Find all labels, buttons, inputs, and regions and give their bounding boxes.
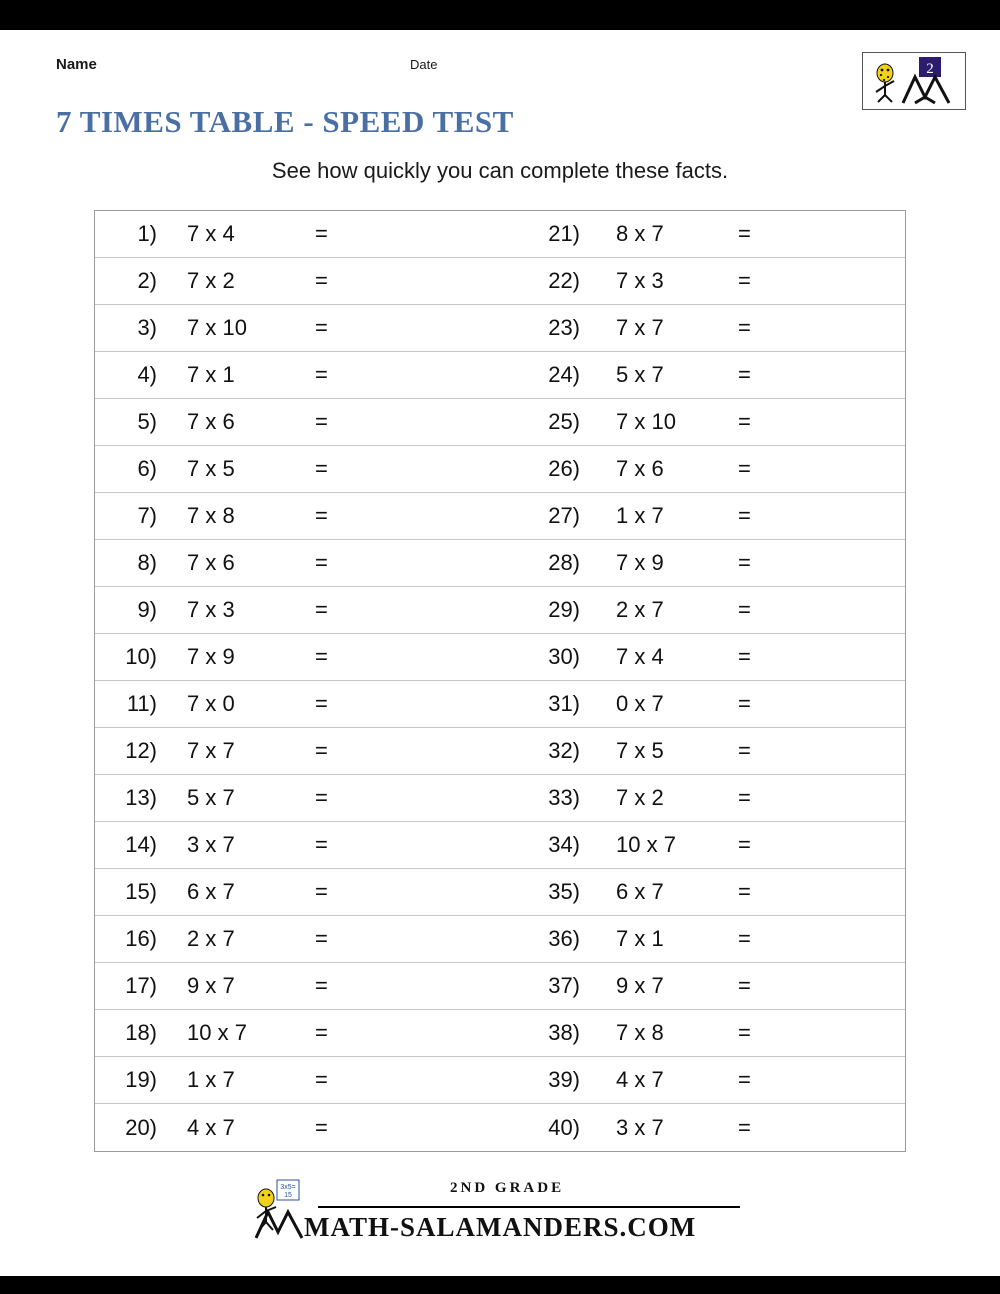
question-number: 10) bbox=[125, 644, 157, 669]
question-fact: 9 x 7 bbox=[616, 973, 664, 998]
question-number: 35) bbox=[548, 879, 580, 904]
question-number: 39) bbox=[548, 1067, 580, 1092]
equals-sign: = bbox=[315, 1114, 328, 1140]
question-cell bbox=[95, 258, 500, 304]
question-number: 30) bbox=[548, 644, 580, 669]
question-cell bbox=[95, 681, 500, 727]
equals-sign: = bbox=[315, 597, 328, 622]
equals-sign: = bbox=[738, 1020, 751, 1045]
question-fact: 4 x 7 bbox=[187, 1114, 235, 1140]
question-number: 3) bbox=[137, 315, 157, 340]
question-cell bbox=[95, 728, 500, 774]
table-row bbox=[95, 775, 905, 822]
question-fact: 1 x 7 bbox=[616, 503, 664, 528]
table-row bbox=[95, 916, 905, 963]
question-number: 36) bbox=[548, 926, 580, 951]
name-label: Name bbox=[56, 56, 97, 73]
question-fact: 2 x 7 bbox=[616, 597, 664, 622]
equals-sign: = bbox=[738, 973, 751, 998]
page-top-border bbox=[0, 0, 1000, 30]
equation-bottom: 15 bbox=[284, 1192, 292, 1199]
question-fact: 7 x 2 bbox=[616, 785, 664, 810]
question-cell bbox=[500, 258, 905, 304]
salamander-icon bbox=[876, 64, 894, 102]
question-fact: 1 x 7 bbox=[187, 1067, 235, 1092]
question-cell bbox=[500, 681, 905, 727]
question-number: 9) bbox=[137, 597, 157, 622]
question-fact: 7 x 3 bbox=[187, 597, 235, 622]
question-number: 38) bbox=[548, 1020, 580, 1045]
question-number: 34) bbox=[548, 832, 580, 857]
question-fact: 10 x 7 bbox=[187, 1020, 247, 1045]
question-number: 25) bbox=[548, 409, 580, 434]
question-fact: 7 x 6 bbox=[187, 409, 235, 434]
question-fact: 7 x 9 bbox=[616, 550, 664, 575]
question-cell bbox=[95, 916, 500, 962]
table-row bbox=[95, 728, 905, 775]
question-fact: 7 x 8 bbox=[187, 503, 235, 528]
question-cell bbox=[500, 446, 905, 492]
equals-sign: = bbox=[738, 597, 751, 622]
equals-sign: = bbox=[315, 973, 328, 998]
question-fact: 7 x 7 bbox=[616, 315, 664, 340]
equals-sign: = bbox=[738, 1067, 751, 1092]
question-fact: 4 x 7 bbox=[616, 1067, 664, 1092]
page-title: 7 TIMES TABLE - SPEED TEST bbox=[56, 104, 514, 139]
equals-sign: = bbox=[738, 550, 751, 575]
question-number: 13) bbox=[125, 785, 157, 810]
question-fact: 7 x 9 bbox=[187, 644, 235, 669]
date-label: Date bbox=[410, 57, 438, 72]
question-number: 4) bbox=[137, 362, 157, 387]
equals-sign: = bbox=[315, 409, 328, 434]
question-cell bbox=[500, 728, 905, 774]
question-number: 22) bbox=[548, 268, 580, 293]
question-number: 26) bbox=[548, 456, 580, 481]
question-fact: 9 x 7 bbox=[187, 973, 235, 998]
question-fact: 0 x 7 bbox=[616, 691, 664, 716]
question-number: 33) bbox=[548, 785, 580, 810]
question-number: 24) bbox=[548, 362, 580, 387]
question-cell bbox=[500, 869, 905, 915]
question-cell bbox=[500, 352, 905, 398]
question-number: 29) bbox=[548, 597, 580, 622]
question-fact: 7 x 2 bbox=[187, 268, 235, 293]
question-number: 40) bbox=[548, 1114, 580, 1140]
question-fact: 7 x 7 bbox=[187, 738, 235, 763]
question-number: 14) bbox=[125, 832, 157, 857]
question-fact: 7 x 10 bbox=[187, 315, 247, 340]
question-number: 18) bbox=[125, 1020, 157, 1045]
question-fact: 5 x 7 bbox=[616, 362, 664, 387]
question-cell bbox=[500, 916, 905, 962]
question-cell bbox=[95, 540, 500, 586]
table-row bbox=[95, 822, 905, 869]
page-subtitle bbox=[0, 158, 1000, 184]
question-cell bbox=[500, 540, 905, 586]
question-cell bbox=[95, 963, 500, 1009]
equals-sign: = bbox=[315, 1020, 328, 1045]
equals-sign: = bbox=[738, 221, 751, 246]
question-fact: 7 x 8 bbox=[616, 1020, 664, 1045]
question-cell bbox=[95, 634, 500, 680]
footer-divider bbox=[318, 1206, 740, 1208]
question-number: 1) bbox=[137, 221, 157, 246]
table-row bbox=[95, 540, 905, 587]
equals-sign: = bbox=[738, 926, 751, 951]
equals-sign: = bbox=[738, 785, 751, 810]
logo-badge bbox=[862, 52, 966, 110]
question-cell bbox=[500, 211, 905, 257]
question-fact: 7 x 5 bbox=[616, 738, 664, 763]
question-cell bbox=[500, 493, 905, 539]
equals-sign: = bbox=[738, 456, 751, 481]
table-row bbox=[95, 1010, 905, 1057]
table-row bbox=[95, 352, 905, 399]
equals-sign: = bbox=[315, 268, 328, 293]
question-cell bbox=[500, 1057, 905, 1103]
equals-sign: = bbox=[738, 879, 751, 904]
question-number: 5) bbox=[137, 409, 157, 434]
equals-sign: = bbox=[315, 691, 328, 716]
equals-sign: = bbox=[738, 691, 751, 716]
table-row bbox=[95, 1057, 905, 1104]
question-number: 15) bbox=[125, 879, 157, 904]
equals-sign: = bbox=[315, 926, 328, 951]
question-number: 37) bbox=[548, 973, 580, 998]
question-number: 11) bbox=[126, 691, 157, 716]
question-fact: 7 x 6 bbox=[187, 550, 235, 575]
question-fact: 7 x 3 bbox=[616, 268, 664, 293]
table-row bbox=[95, 1104, 905, 1151]
question-fact: 7 x 1 bbox=[187, 362, 235, 387]
question-fact: 7 x 4 bbox=[616, 644, 664, 669]
question-cell bbox=[500, 1010, 905, 1056]
equals-sign: = bbox=[738, 503, 751, 528]
question-fact: 7 x 1 bbox=[616, 926, 664, 951]
equals-sign: = bbox=[315, 785, 328, 810]
equals-sign: = bbox=[315, 503, 328, 528]
table-row bbox=[95, 681, 905, 728]
table-row bbox=[95, 399, 905, 446]
question-number: 27) bbox=[548, 503, 580, 528]
equals-sign: = bbox=[315, 221, 328, 246]
question-number: 23) bbox=[548, 315, 580, 340]
m-logo bbox=[256, 1212, 302, 1238]
equals-sign: = bbox=[315, 456, 328, 481]
question-fact: 10 x 7 bbox=[616, 832, 676, 857]
question-cell bbox=[500, 1104, 905, 1151]
equals-sign: = bbox=[315, 879, 328, 904]
question-cell bbox=[95, 352, 500, 398]
table-row bbox=[95, 211, 905, 258]
question-cell bbox=[95, 1104, 500, 1151]
question-fact: 6 x 7 bbox=[616, 879, 664, 904]
equals-sign: = bbox=[738, 315, 751, 340]
footer-grade: 2ND GRADE bbox=[450, 1180, 565, 1196]
question-fact: 2 x 7 bbox=[187, 926, 235, 951]
page-bottom-border bbox=[0, 1276, 1000, 1294]
subtitle-text: See how quickly you can complete these facts. bbox=[271, 158, 729, 183]
equals-sign: = bbox=[315, 362, 328, 387]
question-number: 6) bbox=[137, 456, 157, 481]
question-cell bbox=[95, 587, 500, 633]
question-cell bbox=[500, 305, 905, 351]
question-cell bbox=[95, 775, 500, 821]
question-fact: 7 x 5 bbox=[187, 456, 235, 481]
equals-sign: = bbox=[738, 832, 751, 857]
question-number: 21) bbox=[548, 221, 580, 246]
question-cell bbox=[95, 211, 500, 257]
equals-sign: = bbox=[315, 550, 328, 575]
question-cell bbox=[500, 963, 905, 1009]
question-cell bbox=[95, 1057, 500, 1103]
question-cell bbox=[500, 775, 905, 821]
question-number: 2) bbox=[137, 268, 157, 293]
questions-table bbox=[94, 210, 906, 1152]
question-cell bbox=[95, 446, 500, 492]
question-cell bbox=[95, 399, 500, 445]
question-fact: 7 x 10 bbox=[616, 409, 676, 434]
question-number: 28) bbox=[548, 550, 580, 575]
question-number: 31) bbox=[548, 691, 580, 716]
header bbox=[0, 56, 1000, 86]
equals-sign: = bbox=[738, 362, 751, 387]
table-row bbox=[95, 446, 905, 493]
equals-sign: = bbox=[315, 644, 328, 669]
question-number: 19) bbox=[125, 1067, 157, 1092]
equals-sign: = bbox=[315, 832, 328, 857]
equals-sign: = bbox=[315, 738, 328, 763]
question-number: 12) bbox=[125, 738, 157, 763]
question-fact: 8 x 7 bbox=[616, 221, 664, 246]
question-cell bbox=[95, 1010, 500, 1056]
equals-sign: = bbox=[315, 315, 328, 340]
footer-site: MATH-SALAMANDERS.COM bbox=[304, 1212, 697, 1242]
question-number: 16) bbox=[125, 926, 157, 951]
question-number: 8) bbox=[137, 550, 157, 575]
question-cell bbox=[500, 399, 905, 445]
equals-sign: = bbox=[315, 1067, 328, 1092]
question-fact: 3 x 7 bbox=[616, 1114, 664, 1140]
equals-sign: = bbox=[738, 409, 751, 434]
question-fact: 7 x 6 bbox=[616, 456, 664, 481]
equals-sign: = bbox=[738, 738, 751, 763]
question-number: 20) bbox=[125, 1114, 157, 1140]
question-cell bbox=[95, 305, 500, 351]
question-number: 32) bbox=[548, 738, 580, 763]
footer bbox=[0, 1172, 1000, 1272]
table-row bbox=[95, 963, 905, 1010]
equation-top: 3x5= bbox=[280, 1184, 296, 1191]
table-row bbox=[95, 869, 905, 916]
equals-sign: = bbox=[738, 644, 751, 669]
table-row bbox=[95, 493, 905, 540]
table-row bbox=[95, 258, 905, 305]
question-cell bbox=[95, 869, 500, 915]
question-fact: 6 x 7 bbox=[187, 879, 235, 904]
question-fact: 3 x 7 bbox=[187, 832, 235, 857]
question-cell bbox=[500, 587, 905, 633]
table-row bbox=[95, 305, 905, 352]
question-cell bbox=[500, 634, 905, 680]
equals-sign: = bbox=[738, 268, 751, 293]
question-fact: 7 x 4 bbox=[187, 221, 235, 246]
equals-sign: = bbox=[738, 1114, 751, 1140]
question-fact: 7 x 0 bbox=[187, 691, 235, 716]
question-cell bbox=[95, 822, 500, 868]
question-cell bbox=[500, 822, 905, 868]
table-row bbox=[95, 587, 905, 634]
question-number: 7) bbox=[137, 503, 157, 528]
question-cell bbox=[95, 493, 500, 539]
question-fact: 5 x 7 bbox=[187, 785, 235, 810]
table-row bbox=[95, 634, 905, 681]
question-number: 17) bbox=[125, 973, 157, 998]
badge-number: 2 bbox=[926, 61, 934, 77]
